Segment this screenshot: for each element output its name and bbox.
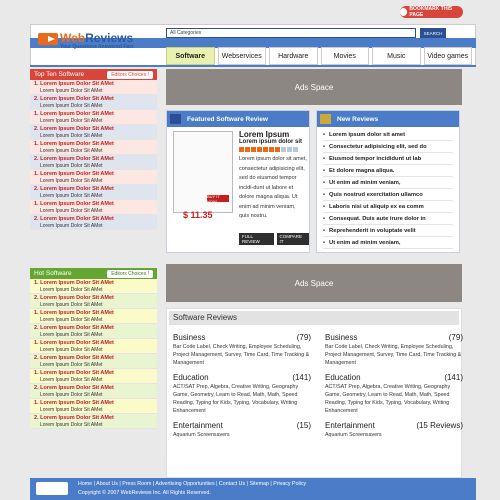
- star-icon: [275, 147, 280, 152]
- search-button[interactable]: SEARCH: [420, 28, 446, 38]
- category-row: [325, 421, 463, 430]
- list-item[interactable]: [30, 369, 157, 384]
- list-item-subtitle: Lorem Ipsum Dolor Sit AMet: [40, 301, 103, 308]
- new-review-item[interactable]: [323, 189, 453, 201]
- list-item-subtitle: Lorem Ipsum Dolor Sit AMet: [40, 117, 103, 124]
- logo-brand-b: Reviews: [85, 31, 134, 45]
- list-item-subtitle: Lorem Ipsum Dolor Sit AMet: [40, 147, 103, 154]
- category-description: ACT/SAT Prep, Algebra, Creative Writing, Geography Game, Geometry, Learn to Read, Math, Math, Speed Reading, Typing for Kids, Typing, Vocabulary, Writing Enhancement: [325, 384, 451, 414]
- top-ten-header: [30, 69, 157, 80]
- category-block: [173, 333, 311, 367]
- featured-actions: [239, 233, 309, 245]
- new-reviews: [316, 110, 460, 253]
- list-item-title[interactable]: 1. Lorem Ipsum Dolor Sit AMet: [34, 280, 114, 286]
- footer-links[interactable]: Home | About Us | Press Room | Advertising Opportunities | Contact Us | Sitemap | Privacy Policy: [78, 481, 307, 487]
- new-review-label: • Ut enim ad minim veniam,: [329, 239, 401, 246]
- category-row: [325, 373, 463, 382]
- star-icon: [287, 147, 292, 152]
- category-description: ACT/SAT Prep, Algebra, Creative Writing, Geography Game, Geometry, Learn to Read, Math, Math, Speed Reading, Typing for Kids, Typing, Vocabulary, Writing Enhancement: [173, 384, 299, 414]
- list-item-title[interactable]: 1. Lorem Ipsum Dolor Sit AMet: [34, 370, 114, 376]
- list-item-subtitle: Lorem Ipsum Dolor Sit AMet: [40, 406, 103, 413]
- featured-header: [167, 111, 309, 127]
- list-item[interactable]: [30, 384, 157, 399]
- top-ten-title: Top Ten Software: [34, 71, 85, 78]
- software-reviews-right: [325, 333, 463, 445]
- bookmark-button[interactable]: [400, 6, 463, 18]
- star-icon: [281, 147, 286, 152]
- list-item-title[interactable]: 1. Lorem Ipsum Dolor Sit AMet: [34, 171, 114, 177]
- list-item-subtitle: Lorem Ipsum Dolor Sit AMet: [40, 87, 103, 94]
- hot-software-panel: [30, 268, 157, 429]
- list-item-subtitle: Lorem Ipsum Dolor Sit AMet: [40, 316, 103, 323]
- category-count: (15 Reviews): [416, 421, 463, 430]
- list-item[interactable]: [30, 80, 157, 95]
- new-review-item[interactable]: [323, 225, 453, 237]
- category-block: [173, 421, 311, 439]
- star-icon: [251, 147, 256, 152]
- bookmark-icon: [400, 8, 407, 16]
- category-description: Aquarium Screensavers: [325, 432, 382, 438]
- list-item[interactable]: [30, 279, 157, 294]
- category-select[interactable]: All Categories: [166, 28, 416, 38]
- rating-stars: [239, 147, 298, 152]
- list-item[interactable]: [30, 324, 157, 339]
- star-icon: [257, 147, 262, 152]
- list-item-title[interactable]: 2. Lorem Ipsum Dolor Sit AMet: [34, 355, 114, 361]
- list-item-subtitle: Lorem Ipsum Dolor Sit AMet: [40, 222, 103, 229]
- category-block: [173, 373, 311, 415]
- category-count: (15): [296, 421, 311, 430]
- list-item-title[interactable]: 2. Lorem Ipsum Dolor Sit AMet: [34, 186, 114, 192]
- software-reviews-heading: Software Reviews: [169, 311, 459, 325]
- new-review-item[interactable]: [323, 165, 453, 177]
- category-description: Bar Code Label, Check Writing, Employee Scheduling, Project Management, Survey, Time Card, Time Tracking & Management: [173, 344, 310, 366]
- header-divider: [30, 65, 476, 67]
- new-review-label: • Eiusmod tempor incididunt ut lab: [329, 155, 422, 162]
- list-item-title[interactable]: 2. Lorem Ipsum Dolor Sit AMet: [34, 216, 114, 222]
- category-row: [173, 333, 311, 342]
- new-review-label: • Et dolore magna aliqua.: [329, 167, 395, 174]
- list-item[interactable]: [30, 354, 157, 369]
- list-item[interactable]: [30, 309, 157, 324]
- category-description: Aquarium Screensavers: [173, 432, 230, 438]
- list-item-subtitle: Lorem Ipsum Dolor Sit AMet: [40, 177, 103, 184]
- list-item[interactable]: [30, 95, 157, 110]
- featured-review: [166, 110, 310, 253]
- hot-software-list: [30, 279, 157, 429]
- category-count: (141): [444, 373, 463, 382]
- list-item-title[interactable]: 1. Lorem Ipsum Dolor Sit AMet: [34, 141, 114, 147]
- category-block: [325, 373, 463, 415]
- new-review-label: • Ut enim ad minim veniam,: [329, 179, 401, 186]
- star-icon: [269, 147, 274, 152]
- editors-choices-button[interactable]: Editors Choices !: [107, 270, 153, 278]
- list-item-subtitle: Lorem Ipsum Dolor Sit AMet: [40, 286, 103, 293]
- list-item-title[interactable]: 1. Lorem Ipsum Dolor Sit AMet: [34, 340, 114, 346]
- software-reviews: [166, 308, 462, 478]
- list-item[interactable]: [30, 339, 157, 354]
- logo-arrow-icon: [38, 33, 58, 45]
- list-item-subtitle: Lorem Ipsum Dolor Sit AMet: [40, 162, 103, 169]
- featured-heading: Featured Software Review: [187, 115, 268, 123]
- list-item[interactable]: [30, 110, 157, 125]
- list-item-title[interactable]: 2. Lorem Ipsum Dolor Sit AMet: [34, 295, 114, 301]
- list-item-subtitle: Lorem Ipsum Dolor Sit AMet: [40, 376, 103, 383]
- editors-choices-button[interactable]: Editors Choices !: [107, 71, 153, 79]
- new-review-item[interactable]: [323, 201, 453, 213]
- top-ten-panel: [30, 69, 157, 230]
- category-count: (141): [292, 373, 311, 382]
- new-reviews-list: [317, 127, 459, 251]
- new-review-item[interactable]: [323, 237, 453, 249]
- hot-software-header: [30, 268, 157, 279]
- new-review-item[interactable]: [323, 129, 453, 141]
- featured-icon: [170, 114, 181, 124]
- category-count: (79): [296, 333, 311, 342]
- ads-label: Ads Space: [294, 82, 334, 92]
- list-item-title[interactable]: 1. Lorem Ipsum Dolor Sit AMet: [34, 310, 114, 316]
- footer-copyright: Copyright © 2007 WebReviews Inc. All Rights Reserved.: [78, 490, 211, 496]
- list-item-subtitle: Lorem Ipsum Dolor Sit AMet: [40, 132, 103, 139]
- star-icon: [239, 147, 244, 152]
- list-item-subtitle: Lorem Ipsum Dolor Sit AMet: [40, 421, 103, 428]
- new-review-label: • Lorem ipsum dolor sit amet: [329, 131, 406, 138]
- top-ten-list: [30, 80, 157, 230]
- list-item[interactable]: [30, 215, 157, 230]
- category-name[interactable]: Entertainment: [173, 421, 223, 430]
- list-item[interactable]: [30, 140, 157, 155]
- new-review-label: • Consequat. Duis aute irure dolor in: [329, 215, 426, 222]
- tab-video-games[interactable]: Video games: [424, 47, 473, 65]
- price: $ 11.35: [183, 210, 213, 220]
- tab-software[interactable]: Software: [166, 47, 215, 65]
- compare-button[interactable]: COMPARE IT: [277, 233, 309, 245]
- main-nav: [166, 47, 472, 65]
- list-item-title[interactable]: 2. Lorem Ipsum Dolor Sit AMet: [34, 415, 114, 421]
- tab-music[interactable]: Music: [372, 47, 421, 65]
- star-icon: [263, 147, 268, 152]
- category-block: [325, 333, 463, 367]
- category-row: [173, 421, 311, 430]
- new-reviews-heading: New Reviews: [337, 115, 379, 123]
- footer: [30, 478, 476, 500]
- new-review-item[interactable]: [323, 141, 453, 153]
- product-title[interactable]: Lorem Ipsum: [239, 130, 290, 139]
- new-review-item[interactable]: [323, 153, 453, 165]
- list-item-subtitle: Lorem Ipsum Dolor Sit AMet: [40, 391, 103, 398]
- hot-software-title: Hot Software: [34, 270, 72, 277]
- category-count: (79): [448, 333, 463, 342]
- new-reviews-icon: [320, 114, 331, 124]
- list-item-title[interactable]: 1. Lorem Ipsum Dolor Sit AMet: [34, 201, 114, 207]
- list-item-title[interactable]: 2. Lorem Ipsum Dolor Sit AMet: [34, 325, 114, 331]
- full-review-button[interactable]: FULL REVIEW: [239, 233, 274, 245]
- list-item[interactable]: [30, 185, 157, 200]
- list-item[interactable]: [30, 155, 157, 170]
- logo-tagline: Your Questions Answered Fast: [60, 44, 134, 50]
- list-item[interactable]: [30, 414, 157, 429]
- list-item-title[interactable]: 1. Lorem Ipsum Dolor Sit AMet: [34, 111, 114, 117]
- new-review-item[interactable]: [323, 177, 453, 189]
- ads-space-top[interactable]: [166, 69, 462, 105]
- star-icon: [245, 147, 250, 152]
- list-item-subtitle: Lorem Ipsum Dolor Sit AMet: [40, 192, 103, 199]
- category-row: [173, 373, 311, 382]
- list-item[interactable]: [30, 200, 157, 215]
- list-item-title[interactable]: 1. Lorem Ipsum Dolor Sit AMet: [34, 81, 114, 87]
- new-review-label: • Laboris nisi ut aliquip ex ea comm: [329, 203, 424, 210]
- product-description: Lorem ipsum dolor sit amet, consectetur adipisicing elit, sed do eiusmod tempor incidi-dunt ut labore et dolore magna aliqua. Ut enim ad minim veniam, quis nostru.: [239, 156, 307, 219]
- new-review-label: • Quis nostrud exercitation ullamco: [329, 191, 423, 198]
- tab-hardware[interactable]: Hardware: [269, 47, 318, 65]
- star-icon: [293, 147, 298, 152]
- category-block: [325, 421, 463, 439]
- list-item-subtitle: Lorem Ipsum Dolor Sit AMet: [40, 361, 103, 368]
- tab-webservices[interactable]: Webservices: [218, 47, 267, 65]
- list-item-title[interactable]: 1. Lorem Ipsum Dolor Sit AMet: [34, 400, 114, 406]
- list-item-title[interactable]: 2. Lorem Ipsum Dolor Sit AMet: [34, 96, 114, 102]
- category-name[interactable]: Entertainment: [325, 421, 375, 430]
- category-name[interactable]: Education: [325, 373, 361, 382]
- category-description: Bar Code Label, Check Writing, Employee Scheduling, Project Management, Survey, Time Card, Time Tracking & Management: [325, 344, 462, 366]
- logo-brand-a: Web: [60, 31, 86, 45]
- list-item-subtitle: Lorem Ipsum Dolor Sit AMet: [40, 207, 103, 214]
- buy-now-button[interactable]: BUY IT NOW: [207, 195, 229, 202]
- logo[interactable]: [60, 31, 133, 45]
- category-name[interactable]: Business: [173, 333, 206, 342]
- new-reviews-header: [317, 111, 459, 127]
- list-item[interactable]: [30, 170, 157, 185]
- list-item-title[interactable]: 2. Lorem Ipsum Dolor Sit AMet: [34, 385, 114, 391]
- list-item-subtitle: Lorem Ipsum Dolor Sit AMet: [40, 346, 103, 353]
- new-review-item[interactable]: [323, 213, 453, 225]
- new-review-label: • Consectetur adipisicing elit, sed do: [329, 143, 427, 150]
- list-item-title[interactable]: 2. Lorem Ipsum Dolor Sit AMet: [34, 156, 114, 162]
- list-item[interactable]: [30, 125, 157, 140]
- list-item-title[interactable]: 2. Lorem Ipsum Dolor Sit AMet: [34, 126, 114, 132]
- list-item[interactable]: [30, 294, 157, 309]
- category-row: [325, 333, 463, 342]
- product-subtitle: Lorem ipsum dolor sit: [239, 139, 303, 145]
- footer-logo: [36, 482, 68, 495]
- list-item-subtitle: Lorem Ipsum Dolor Sit AMet: [40, 102, 103, 109]
- software-reviews-left: [173, 333, 311, 445]
- new-review-label: • Reprehenderit in voluptate velit: [329, 227, 416, 234]
- ads-label: Ads Space: [294, 278, 334, 288]
- ads-space-middle[interactable]: [166, 264, 462, 302]
- list-item-subtitle: Lorem Ipsum Dolor Sit AMet: [40, 331, 103, 338]
- list-item[interactable]: [30, 399, 157, 414]
- category-name[interactable]: Business: [325, 333, 358, 342]
- bookmark-label: BOOKMARK THIS PAGE: [409, 6, 453, 18]
- tab-movies[interactable]: Movies: [321, 47, 370, 65]
- category-name[interactable]: Education: [173, 373, 209, 382]
